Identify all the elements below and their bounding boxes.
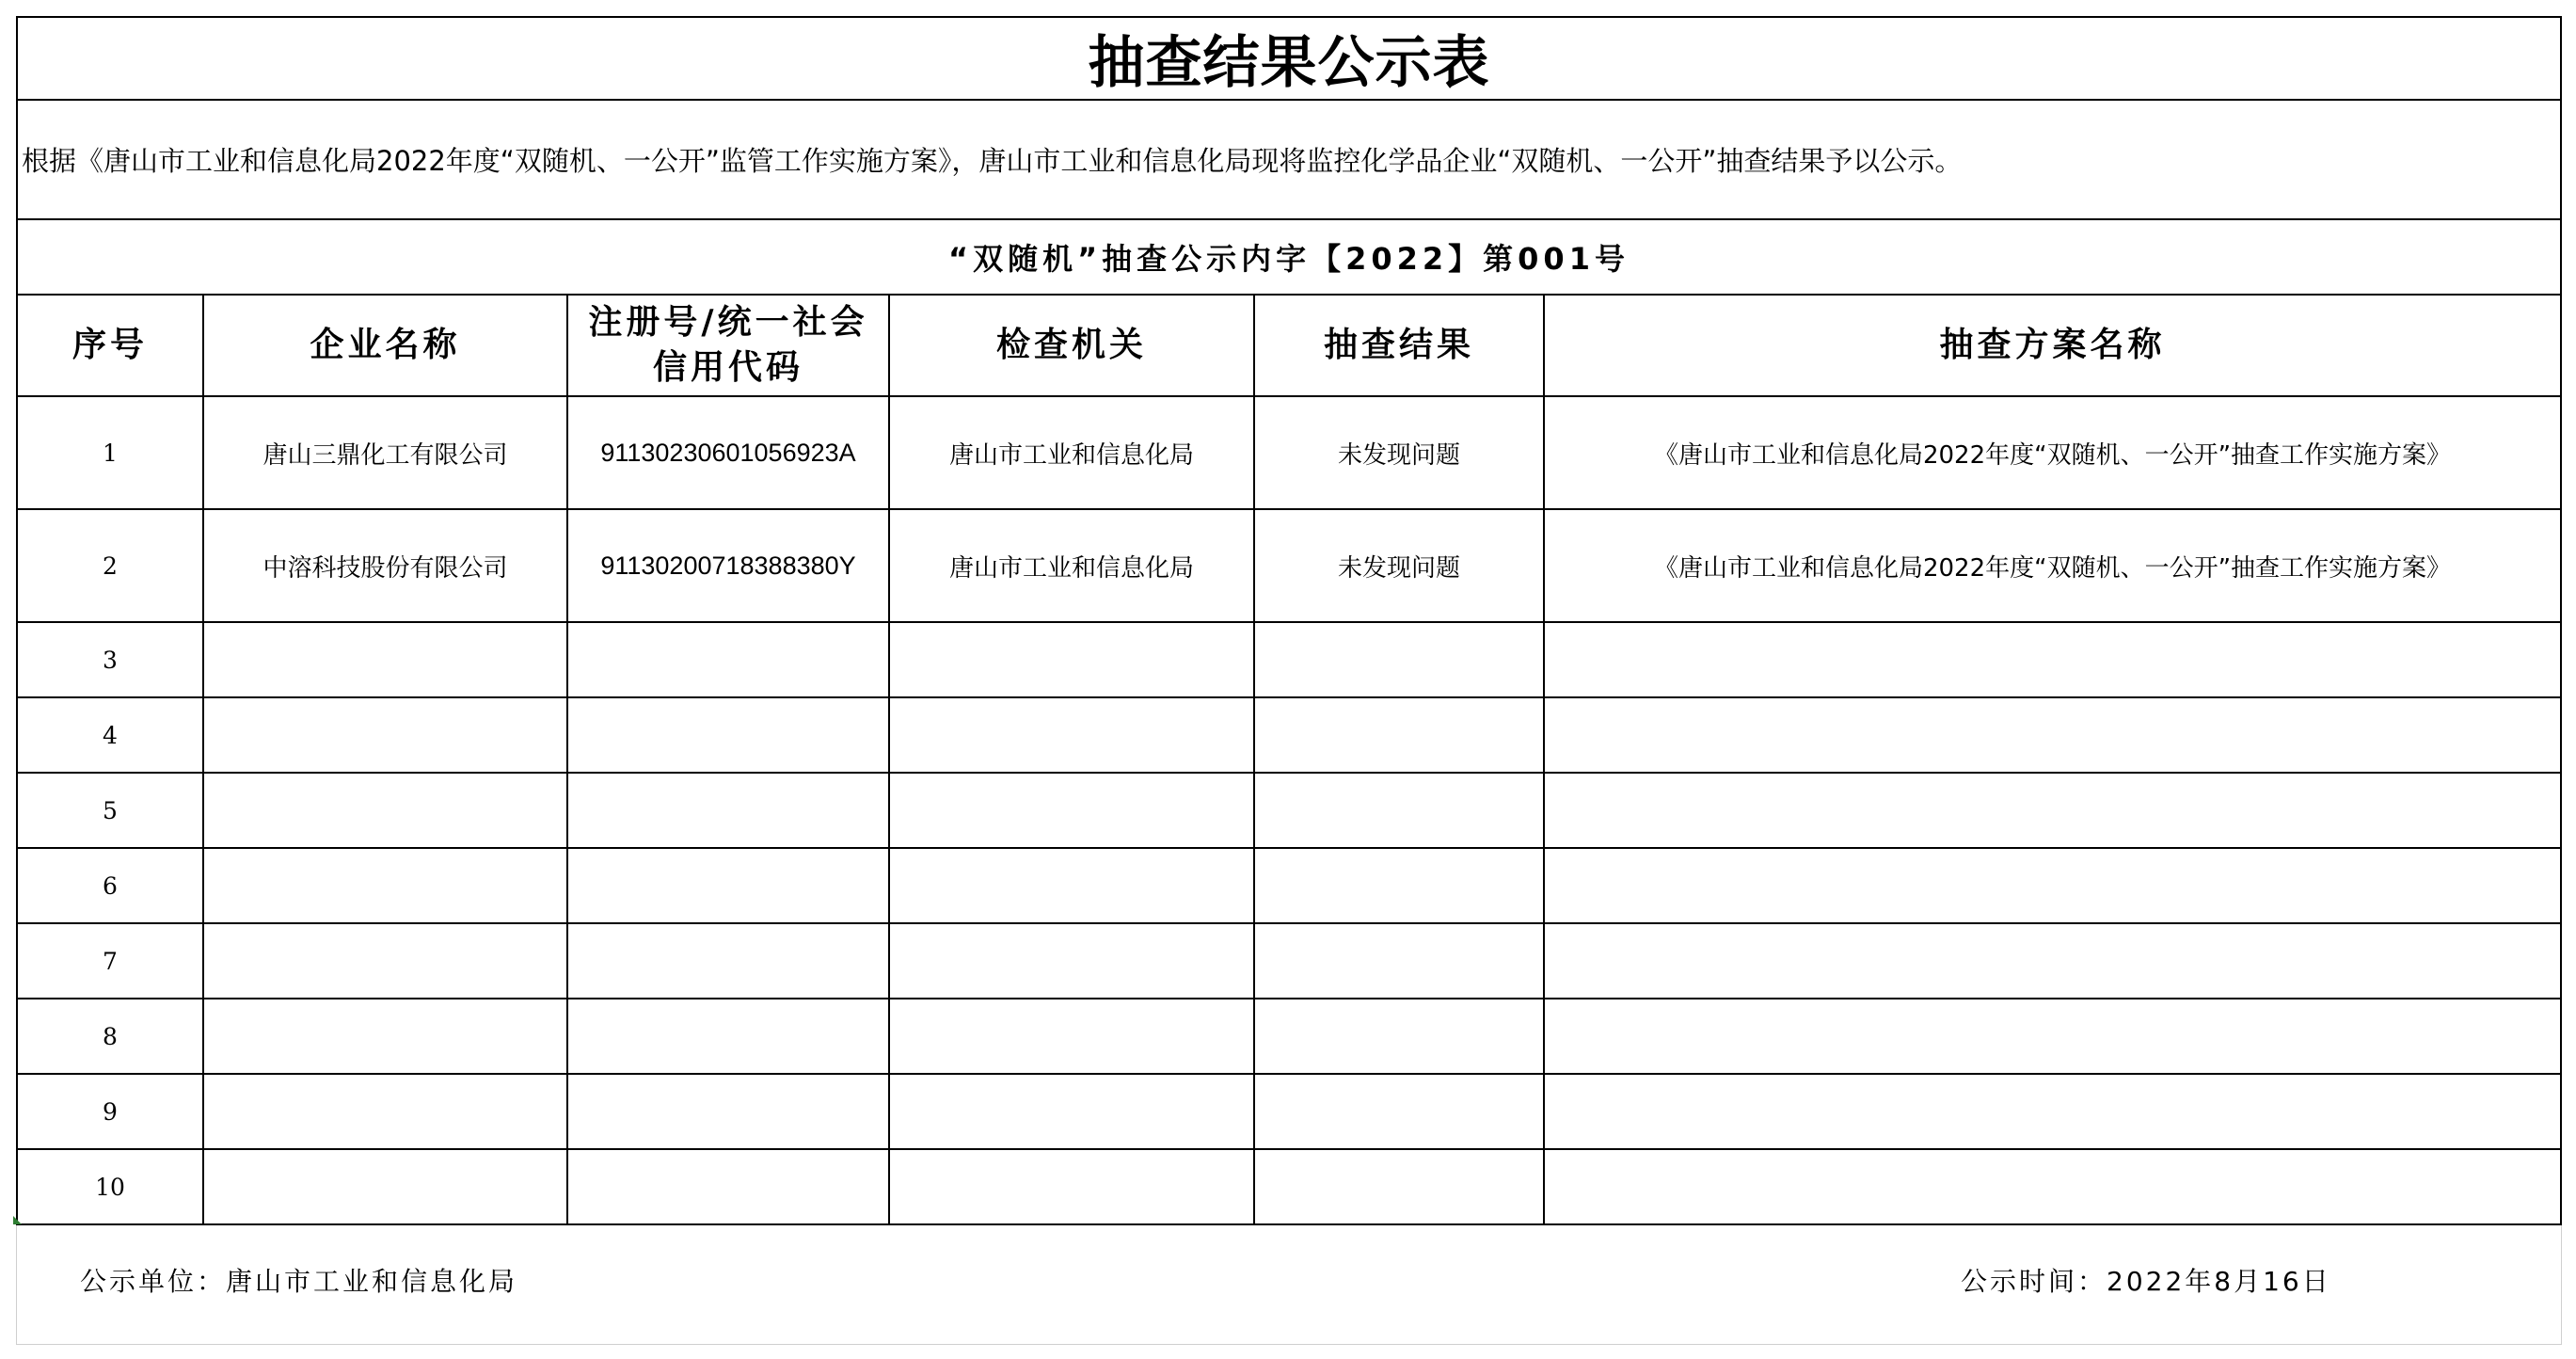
cell-serial: 2 [17,509,203,622]
table-row [17,509,2561,622]
table-row [17,1074,2561,1149]
cell-company [203,773,567,848]
cell-result [1254,622,1544,697]
cell-marker-icon [13,1216,22,1224]
cell-authority: 唐山市工业和信息化局 [889,396,1254,509]
header-reg-code: 注册号/统一社会信用代码 [567,295,889,396]
cell-serial: 7 [17,923,203,999]
cell-result [1254,923,1544,999]
footer-unit: 公示单位：唐山市工业和信息化局 [80,1266,518,1297]
table-row [17,848,2561,923]
cell-company [203,697,567,773]
cell-result [1254,773,1544,848]
cell-authority [889,1074,1254,1149]
cell-result [1254,1074,1544,1149]
header-serial: 序号 [17,295,203,396]
header-plan: 抽查方案名称 [1544,295,2561,396]
cell-company: 中溶科技股份有限公司 [203,509,567,622]
header-result: 抽查结果 [1254,295,1544,396]
table-row [17,999,2561,1074]
cell-company [203,1074,567,1149]
cell-plan: 《唐山市工业和信息化局2022年度“双随机、一公开”抽查工作实施方案》 [1544,509,2561,622]
cell-reg-code [567,622,889,697]
cell-plan [1544,923,2561,999]
cell-plan [1544,622,2561,697]
cell-serial: 8 [17,999,203,1074]
cell-reg-code [567,697,889,773]
cell-company [203,999,567,1074]
cell-authority [889,923,1254,999]
table-row [17,697,2561,773]
cell-reg-code [567,773,889,848]
cell-serial: 1 [17,396,203,509]
cell-authority: 唐山市工业和信息化局 [889,509,1254,622]
cell-company [203,622,567,697]
cell-plan [1544,697,2561,773]
cell-serial: 9 [17,1074,203,1149]
cell-plan: 《唐山市工业和信息化局2022年度“双随机、一公开”抽查工作实施方案》 [1544,396,2561,509]
cell-company: 唐山三鼎化工有限公司 [203,396,567,509]
table-header-row [17,295,2561,396]
cell-reg-code: 91130200718388380Y [567,509,889,622]
cell-serial: 3 [17,622,203,697]
table-row [17,396,2561,509]
results-table [16,16,2562,1225]
cell-result: 未发现问题 [1254,509,1544,622]
cell-plan [1544,773,2561,848]
cell-reg-code [567,1074,889,1149]
cell-plan [1544,848,2561,923]
header-company: 企业名称 [203,295,567,396]
cell-result [1254,697,1544,773]
cell-authority [889,622,1254,697]
cell-plan [1544,1149,2561,1224]
cell-company [203,1149,567,1224]
cell-reg-code [567,923,889,999]
intro-paragraph: 根据《唐山市工业和信息化局2022年度“双随机、一公开”监管工作实施方案》，唐山市工业和信息化局现将监控化学品企业“双随机、一公开”抽查结果予以公示。 [17,100,2561,219]
cell-reg-code [567,848,889,923]
footer-date: 公示时间：2022年8月16日 [1961,1266,2331,1297]
cell-authority [889,773,1254,848]
cell-plan [1544,1074,2561,1149]
cell-result [1254,848,1544,923]
cell-company [203,848,567,923]
document-number: “双随机”抽查公示内字【2022】第001号 [17,219,2561,295]
table-row [17,923,2561,999]
cell-authority [889,697,1254,773]
table-body [17,396,2561,1224]
table-row [17,622,2561,697]
cell-authority [889,1149,1254,1224]
cell-serial: 4 [17,697,203,773]
cell-company [203,923,567,999]
cell-result: 未发现问题 [1254,396,1544,509]
cell-authority [889,848,1254,923]
page-title: 抽查结果公示表 [17,17,2561,100]
cell-authority [889,999,1254,1074]
cell-result [1254,1149,1544,1224]
cell-serial: 5 [17,773,203,848]
table-row [17,1149,2561,1224]
cell-serial: 10 [17,1149,203,1224]
table-row [17,773,2561,848]
cell-plan [1544,999,2561,1074]
cell-reg-code [567,1149,889,1224]
cell-reg-code: 91130230601056923A [567,396,889,509]
cell-result [1254,999,1544,1074]
header-authority: 检查机关 [889,295,1254,396]
cell-reg-code [567,999,889,1074]
cell-serial: 6 [17,848,203,923]
